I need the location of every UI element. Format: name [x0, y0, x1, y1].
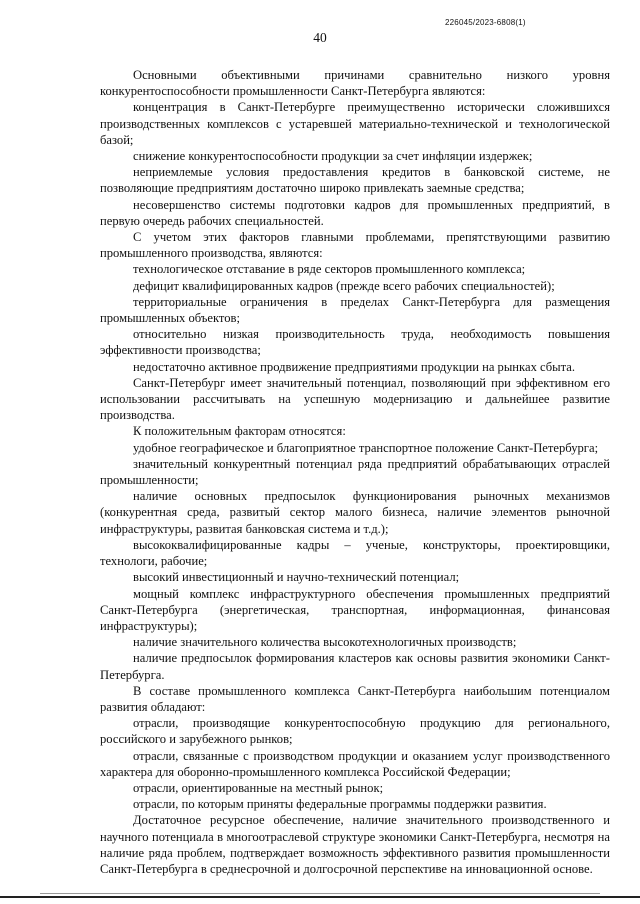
paragraph: мощный комплекс инфраструктурного обеспечения промышленных предприятий Санкт-Петербурга (энергетическая, транспортная, информационная, финансовая инфраструктуры);: [100, 586, 610, 633]
paragraph: К положительным факторам относятся:: [133, 424, 346, 439]
paragraph: неприемлемые условия предоставления кредитов в банковской системе, не позволяющие предприятиям достаточно широко привлекать заемные средства;: [100, 165, 610, 196]
paragraph: Санкт-Петербург имеет значительный потенциал, позволяющий при эффективном его использовании рассчитывать на успешную модернизацию и дальнейшее развитие производства.: [100, 375, 610, 423]
paragraph: отрасли, по которым приняты федеральные программы поддержки развития.: [133, 797, 547, 812]
scan-edge-line: [40, 893, 600, 894]
document-registration-number: 226045/2023-6808(1): [445, 18, 526, 27]
paragraph: территориальные ограничения в пределах Санкт-Петербурга для размещения промышленных объектов;: [100, 294, 610, 326]
paragraph: снижение конкурентоспособности продукции за счет инфляции издержек;: [133, 149, 533, 164]
paragraph: несовершенство системы подготовки кадров для промышленных предприятий, в первую очередь рабочих специальностей.: [100, 197, 610, 228]
paragraph: наличие основных предпосылок функционирования рыночных механизмов (конкурентная среда, развитый сектор малого бизнеса, наличие элементов рыночной инфраструктуры, развитая банковская система и т.д.);: [100, 489, 610, 536]
page-number: 40: [313, 30, 327, 45]
paragraph: технологическое отставание в ряде секторов промышленного комплекса;: [133, 262, 526, 277]
paragraph: относительно низкая производительность труда, необходимость повышения эффективности производства;: [100, 327, 610, 358]
paragraph: высококвалифицированные кадры – ученые, конструкторы, проектировщики, технологи, рабочие;: [100, 537, 610, 569]
paragraph: отрасли, связанные с производством продукции и оказанием услуг производственного характера для оборонно-промышленного комплекса Российской Федерации;: [100, 748, 610, 779]
paragraph: отрасли, производящие конкурентоспособную продукцию для регионального, российского и зарубежного рынков;: [100, 716, 610, 747]
paragraph: С учетом этих факторов главными проблемами, препятствующими развитию промышленного производства, являются:: [100, 230, 610, 261]
paragraph: наличие предпосылок формирования кластеров как основы развития экономики Санкт-Петербурга.: [100, 651, 610, 682]
paragraph: наличие значительного количества высокотехнологичных производств;: [133, 635, 517, 650]
paragraph: недостаточно активное продвижение предприятиями продукции на рынках сбыта.: [133, 359, 576, 374]
paragraph: отрасли, ориентированные на местный рынок;: [133, 780, 384, 795]
paragraph: значительный конкурентный потенциал ряда предприятий обрабатывающих отраслей промышленности;: [100, 456, 610, 488]
page-bottom-edge: [0, 896, 640, 898]
paragraph: Основными объективными причинами сравнительно низкого уровня конкурентоспособности промышленности Санкт-Петербурга являются:: [100, 68, 610, 99]
paragraph: удобное географическое и благоприятное транспортное положение Санкт-Петербурга;: [133, 440, 599, 455]
document-body: [100, 67, 610, 877]
paragraph: дефицит квалифицированных кадров (прежде всего рабочих специальностей);: [133, 278, 555, 293]
paragraph: концентрация в Санкт-Петербурге преимущественно исторически сложившихся производственных комплексов с устаревшей материально-технической и технологической базой;: [100, 100, 610, 147]
paragraph: В составе промышленного комплекса Санкт-Петербурга наибольшим потенциалом развития обладают:: [100, 683, 610, 714]
paragraph: Достаточное ресурсное обеспечение, наличие значительного производственного и научного потенциала в многоотраслевой структуре экономики Санкт-Петербурга, несмотря на наличие ряда проблем, подтверждает возможность эффективного развития промышленности Санкт-Петербурга в среднесрочной и долгосрочной перспективе на инновационной основе.: [100, 813, 610, 876]
paragraph: высокий инвестиционный и научно-технический потенциал;: [133, 570, 460, 585]
